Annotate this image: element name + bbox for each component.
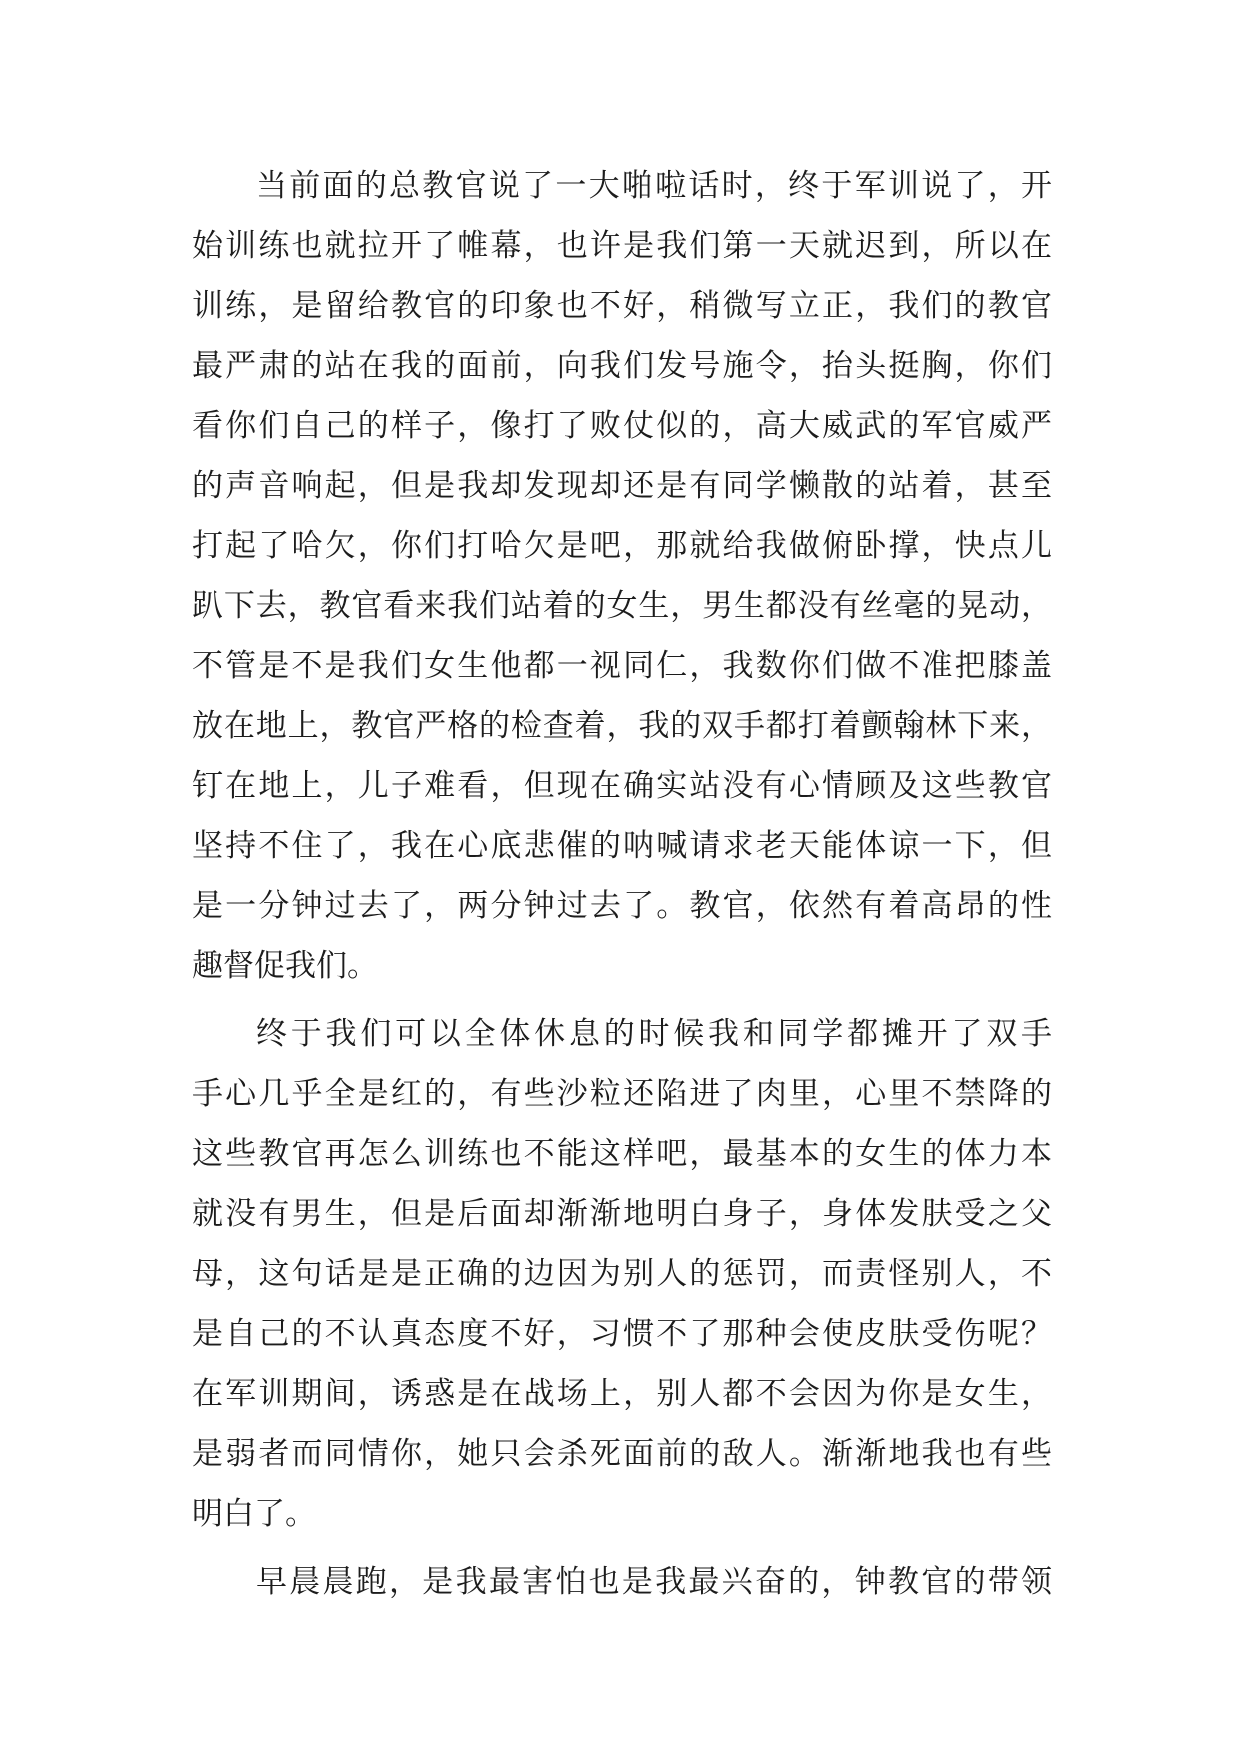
text-line: 在军训期间，诱惑是在战场上，别人都不会因为你是女生， — [192, 1376, 1052, 1412]
text-line: 是自己的不认真态度不好，习惯不了那种会使皮肤受伤呢？ — [192, 1316, 1052, 1352]
text-line: 早晨晨跑，是我最害怕也是我最兴奋的，钟教官的带领 — [256, 1564, 1052, 1600]
paragraph-3 — [192, 1552, 1052, 1612]
paragraph-gap — [192, 1544, 1052, 1552]
text-line: 就没有男生，但是后面却渐渐地明白身子，身体发肤受之父 — [192, 1196, 1052, 1232]
text-line: 是弱者而同情你，她只会杀死面前的敌人。渐渐地我也有些 — [192, 1436, 1052, 1472]
text-line: 的声音响起，但是我却发现却还是有同学懒散的站着，甚至 — [192, 468, 1052, 504]
paragraph-2 — [192, 1004, 1052, 1544]
text-line: 钉在地上，儿子难看，但现在确实站没有心情顾及这些教官 — [192, 768, 1052, 804]
paragraph-1 — [192, 156, 1052, 996]
text-line: 训练，是留给教官的印象也不好，稍微写立正，我们的教官 — [192, 288, 1052, 324]
text-line: 始训练也就拉开了帷幕，也许是我们第一天就迟到，所以在 — [192, 228, 1052, 264]
text-line: 打起了哈欠，你们打哈欠是吧，那就给我做俯卧撑，快点儿 — [192, 528, 1052, 564]
text-line: 是一分钟过去了，两分钟过去了。教官，依然有着高昂的性 — [192, 888, 1052, 924]
text-line: 最严肃的站在我的面前，向我们发号施令，抬头挺胸，你们 — [192, 348, 1052, 384]
text-line: 不管是不是我们女生他都一视同仁，我数你们做不准把膝盖 — [192, 648, 1052, 684]
text-line: 这些教官再怎么训练也不能这样吧，最基本的女生的体力本 — [192, 1136, 1052, 1172]
text-line: 母，这句话是是正确的边因为别人的惩罚，而责怪别人，不 — [192, 1256, 1052, 1292]
text-line: 趣督促我们。 — [192, 948, 378, 984]
text-line: 当前面的总教官说了一大啪啦话时，终于军训说了，开 — [256, 168, 1052, 204]
text-line: 手心几乎全是红的，有些沙粒还陷进了肉里，心里不禁降的 — [192, 1076, 1052, 1112]
text-line: 终于我们可以全体休息的时候我和同学都摊开了双手 — [256, 1016, 1052, 1052]
text-line: 放在地上，教官严格的检查着，我的双手都打着颤翰林下来， — [192, 708, 1052, 744]
text-line: 看你们自己的样子，像打了败仗似的，高大威武的军官威严 — [192, 408, 1052, 444]
body-text — [192, 156, 1052, 1612]
text-line: 趴下去，教官看来我们站着的女生，男生都没有丝毫的晃动， — [192, 588, 1052, 624]
text-line: 明白了。 — [192, 1496, 316, 1532]
text-line: 坚持不住了，我在心底悲催的呐喊请求老天能体谅一下，但 — [192, 828, 1052, 864]
paragraph-gap — [192, 996, 1052, 1004]
